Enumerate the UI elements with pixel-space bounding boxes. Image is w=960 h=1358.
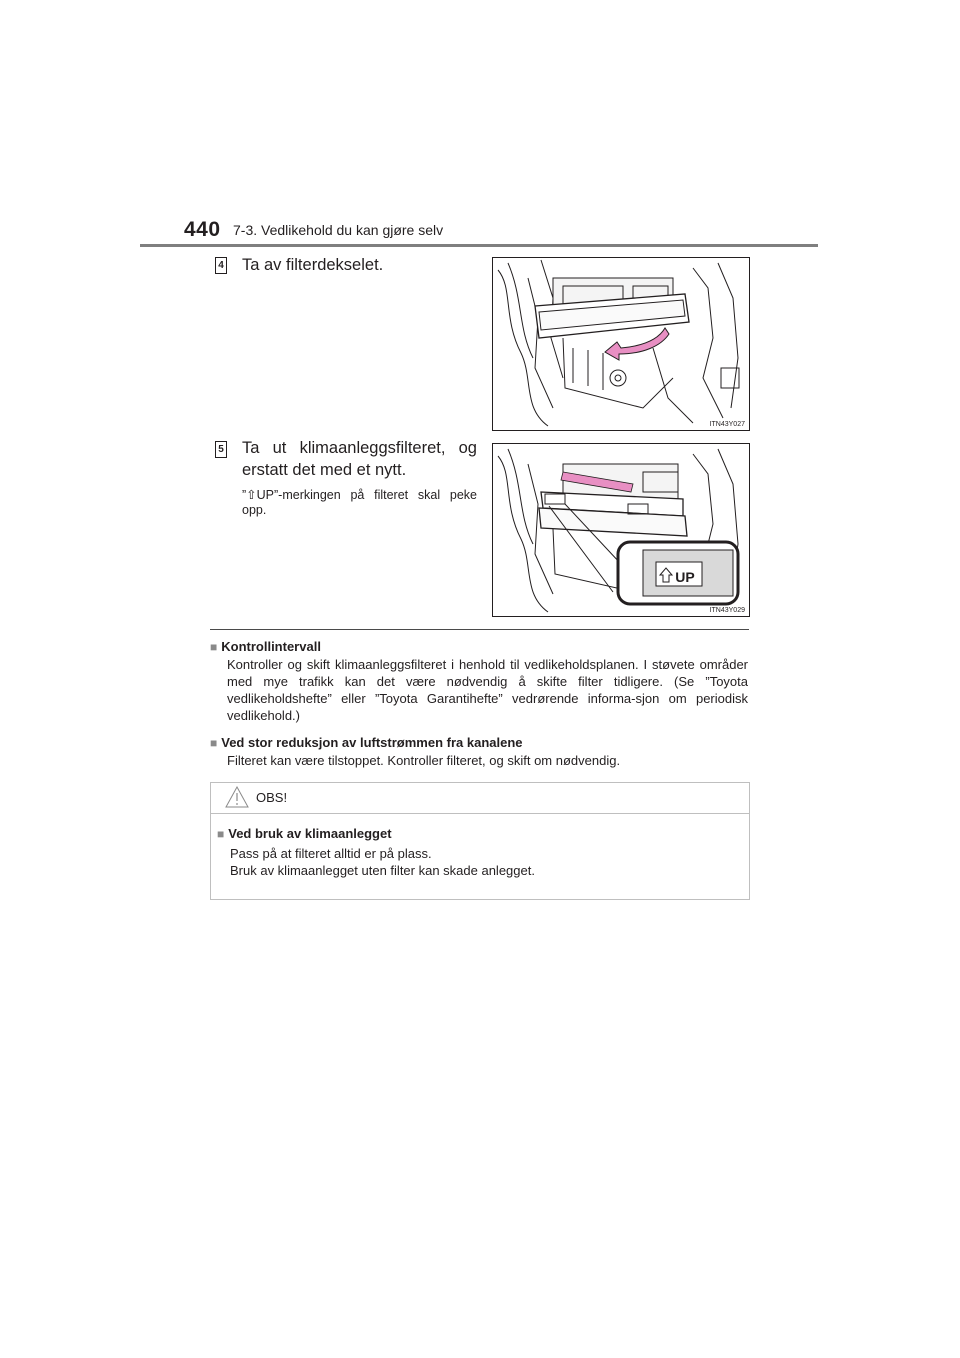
caution-header xyxy=(211,783,749,814)
info-heading xyxy=(210,638,748,656)
step-number-5: 5 xyxy=(215,441,227,458)
info-body: Kontroller og skift klimaanleggsfilteret i henhold til vedlikeholdsplanen. I støvete områder med mye trafikk kan det være nødvendig å skifte filter tidligere. (Se ”Toyota vedlikeholdshefte” eller ”Toyota Garantihefte” vedrørende informa-sjon om periodisk vedlikehold.) xyxy=(227,657,748,723)
info-heading-text: Kontrollintervall xyxy=(221,639,321,654)
header-rule xyxy=(140,244,818,247)
step-5-note: ”⇧UP”-merkingen på filteret skal peke opp. xyxy=(242,488,477,517)
step-4-text: Ta av filterdekselet. xyxy=(242,256,384,274)
figure-up-label: UP xyxy=(675,569,695,585)
section-title: 7-3. Vedlikehold du kan gjøre selv xyxy=(233,222,444,238)
caution-heading-text: Ved bruk av klimaanlegget xyxy=(228,826,392,841)
info-check-interval xyxy=(210,638,748,724)
caution-body xyxy=(230,845,535,879)
caution-heading xyxy=(217,825,392,843)
figure-remove-filter-cover xyxy=(492,257,750,431)
caution-label: OBS! xyxy=(256,790,288,805)
figure-replace-filter xyxy=(492,443,750,617)
filter-cover-illustration xyxy=(493,258,749,430)
filter-replace-illustration xyxy=(493,444,749,616)
square-bullet-icon: ■ xyxy=(210,640,218,654)
step-number-4: 4 xyxy=(215,257,227,274)
square-bullet-icon: ■ xyxy=(217,827,225,841)
caution-box xyxy=(210,782,750,900)
info-reduced-airflow xyxy=(210,734,748,769)
info-body: Filteret kan være tilstoppet. Kontroller filteret, og skift om nødvendig. xyxy=(227,753,621,768)
warning-triangle-icon xyxy=(225,786,249,808)
info-heading-text: Ved stor reduksjon av luftstrømmen fra kanalene xyxy=(221,735,523,750)
section-divider xyxy=(210,629,749,630)
figure-code: ITN43Y027 xyxy=(709,421,745,428)
square-bullet-icon: ■ xyxy=(210,736,218,750)
page-number: 440 xyxy=(184,218,221,241)
figure-code: ITN43Y029 xyxy=(709,607,745,614)
step-5-text: Ta ut klimaanleggsfilteret, og erstatt det med et nytt. xyxy=(242,439,477,479)
info-heading xyxy=(210,734,748,752)
caution-line: Pass på at filteret alltid er på plass. xyxy=(230,846,432,861)
caution-line: Bruk av klimaanlegget uten filter kan skade anlegget. xyxy=(230,863,535,878)
